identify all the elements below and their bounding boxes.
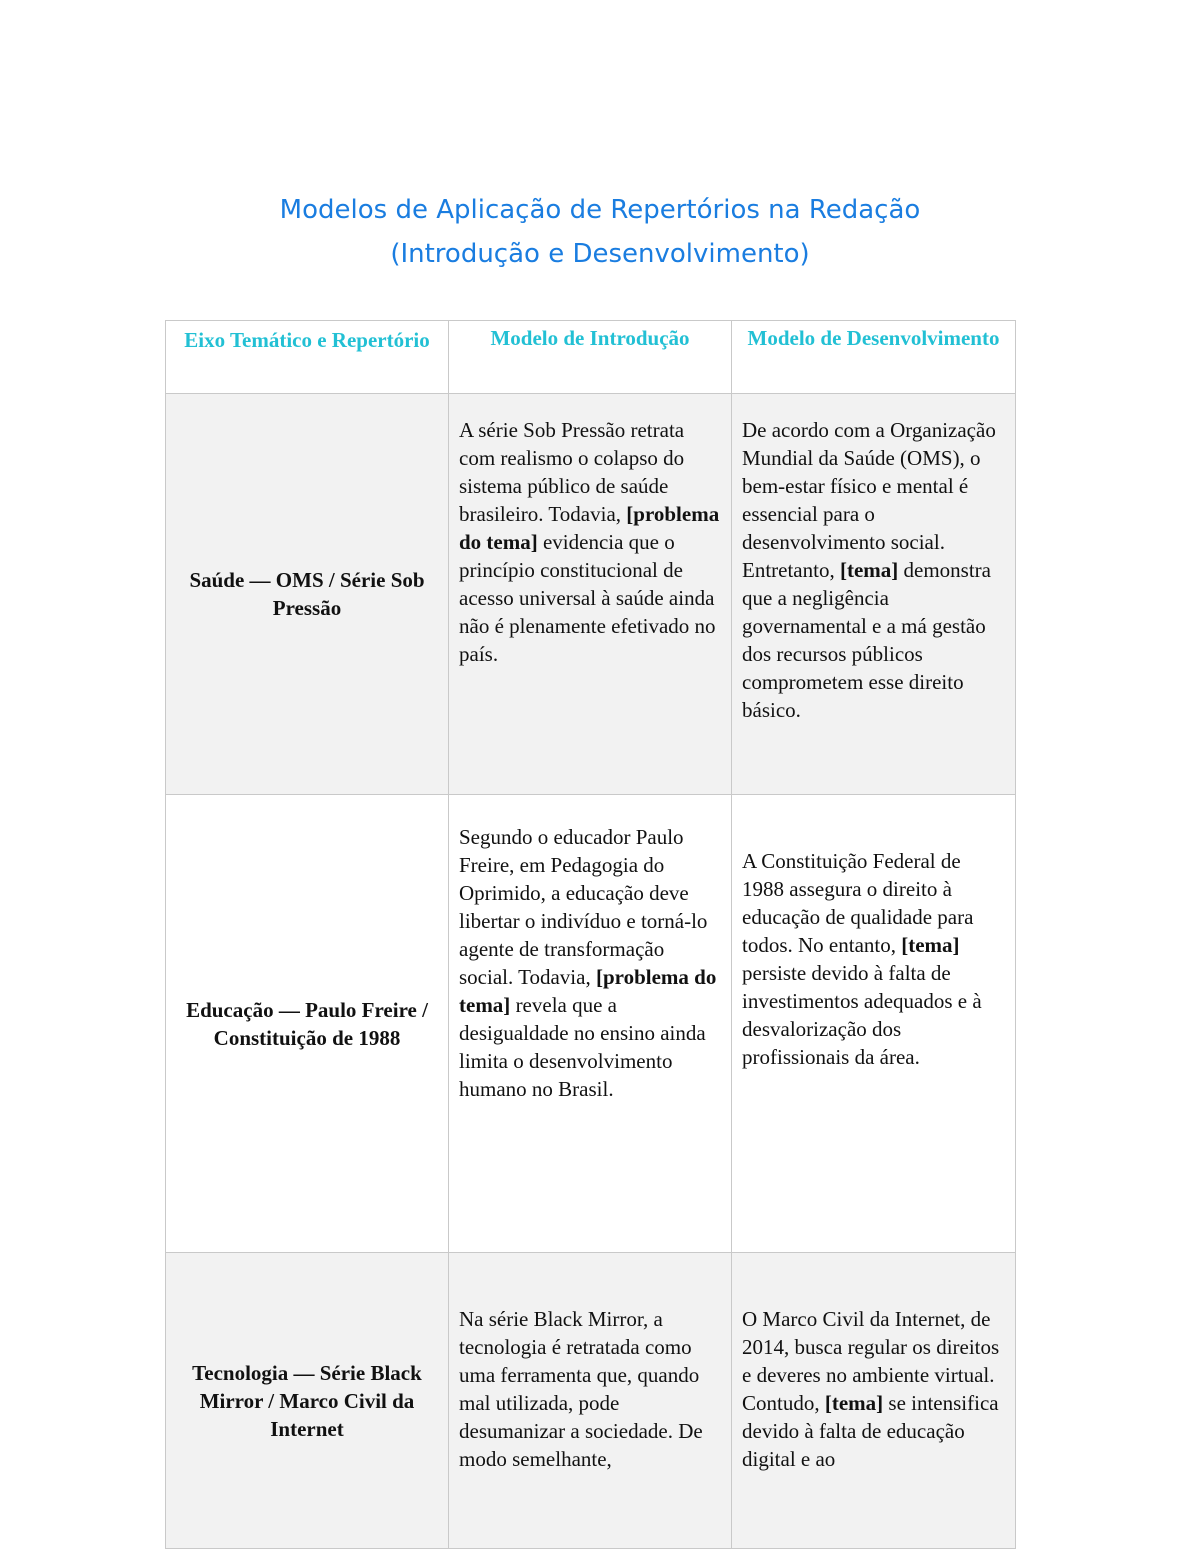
dev-cell: O Marco Civil da Internet, de 2014, busca regular os direitos e deveres no ambiente virtual. Contudo, [tema] se intensifica devido à falta de educação digital e ao xyxy=(732,1253,1016,1549)
table-row xyxy=(166,795,1016,1253)
keyword-placeholder: [tema] xyxy=(839,558,899,582)
keyword-placeholder: [tema] xyxy=(824,1391,884,1415)
document-title xyxy=(0,188,1200,276)
header-dev: Modelo de Desenvolvimento xyxy=(732,321,1016,394)
title-line-2: (Introdução e Desenvolvimento) xyxy=(390,239,810,269)
repertoire-table xyxy=(165,320,1016,1549)
dev-cell: A Constituição Federal de 1988 assegura o direito à educação de qualidade para todos. No entanto, [tema] persiste devido à falta de investimentos adequados e à desvalorização dos profissionais da área. xyxy=(732,795,1016,1253)
keyword-placeholder: [problema do tema] xyxy=(459,965,717,1017)
keyword-placeholder: [tema] xyxy=(901,933,960,957)
title-line-1: Modelos de Aplicação de Repertórios na Redação xyxy=(279,195,921,225)
axis-cell: Saúde — OMS / Série Sob Pressão xyxy=(166,394,449,795)
intro-cell: Na série Black Mirror, a tecnologia é retratada como uma ferramenta que, quando mal utilizada, pode desumanizar a sociedade. De modo semelhante, xyxy=(449,1253,732,1549)
intro-cell: Segundo o educador Paulo Freire, em Pedagogia do Oprimido, a educação deve libertar o indivíduo e torná-lo agente de transformação social. Todavia, [problema do tema] revela que a desigualdade no ensino ainda limita o desenvolvimento humano no Brasil. xyxy=(449,795,732,1253)
intro-cell: A série Sob Pressão retrata com realismo o colapso do sistema público de saúde brasileiro. Todavia, [problema do tema] evidencia que o princípio constitucional de acesso universal à saúde ainda não é plenamente efetivado no país. xyxy=(449,394,732,795)
table-row xyxy=(166,1253,1016,1549)
axis-cell: Educação — Paulo Freire / Constituição de 1988 xyxy=(166,795,449,1253)
dev-cell: De acordo com a Organização Mundial da Saúde (OMS), o bem-estar físico e mental é essencial para o desenvolvimento social. Entretanto, [tema] demonstra que a negligência governamental e a má gestão dos recursos públicos comprometem esse direito básico. xyxy=(732,394,1016,795)
keyword-placeholder: [problema do tema] xyxy=(459,502,720,554)
table-row xyxy=(166,394,1016,795)
header-intro: Modelo de Introdução xyxy=(449,321,732,394)
axis-cell: Tecnologia — Série Black Mirror / Marco Civil da Internet xyxy=(166,1253,449,1549)
header-axis: Eixo Temático e Repertório xyxy=(166,321,449,394)
table-header-row xyxy=(166,321,1016,394)
